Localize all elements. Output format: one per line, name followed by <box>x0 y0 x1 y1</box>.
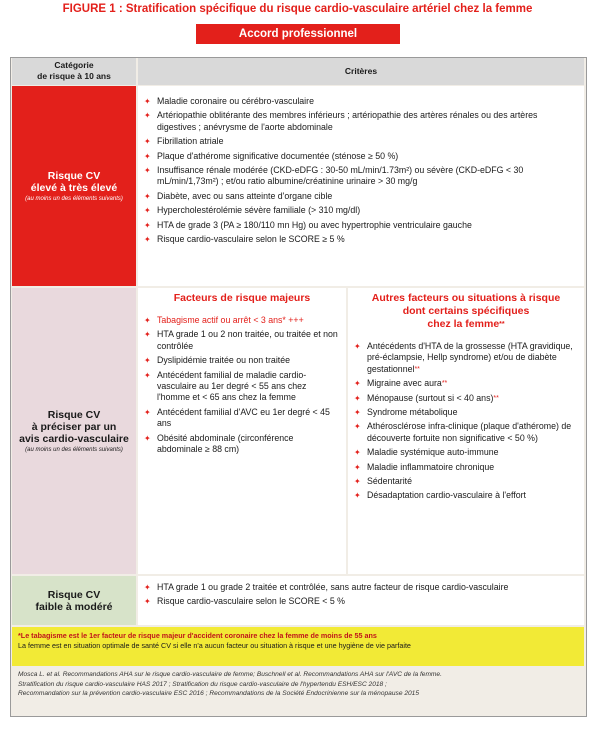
category-low-line1: Risque CV <box>47 588 101 601</box>
criteria-low-risk <box>138 576 584 625</box>
other-factors-title <box>354 292 578 331</box>
category-high-line2: élevé à très élevé <box>30 182 118 194</box>
item-text: Athérosclérose infra-clinique (plaque d'athérome) de découverte fortuite non significative < 50 %) <box>367 421 572 443</box>
list-item <box>354 476 578 487</box>
category-medium-line1: Risque CV <box>47 409 101 421</box>
list-item <box>354 407 578 418</box>
item-text: Syndrome métabolique <box>367 407 458 418</box>
footnote-optimal-health: La femme est en situation optimale de santé CV si elle n'a aucun facteur ou situation à risque et une hygiène de vie parfaite <box>18 641 411 650</box>
list-item: ✦ Antécédent familial d'AVC eu 1er degré < 45 ans <box>144 407 340 430</box>
footnote-box <box>12 627 584 666</box>
figure-title: FIGURE 1 : Stratification spécifique du risque cardio-vasculaire artériel chez la femme <box>62 3 533 15</box>
high-risk-list <box>144 96 578 245</box>
list-item: ✦ Plaque d'athérome significative documentée (sténose ≥ 50 %) <box>144 151 578 162</box>
list-item <box>354 490 578 501</box>
list-item-tabac: ✦ Tabagisme actif ou arrêt < 3 ans* +++ <box>144 315 340 326</box>
list-item: ✦ Risque cardio-vasculaire selon le SCORE ≥ 5 % <box>144 234 578 245</box>
reference-line: Mosca L. et al. Recommandations AHA sur le risque cardio-vasculaire de femme; Buschnell et al. Recommandations AHA sur l'AVC de la femme. <box>18 671 442 678</box>
category-high-note: (au moins un des éléments suivants) <box>25 196 123 202</box>
major-factors-title: Facteurs de risque majeurs <box>173 292 311 304</box>
category-medium-risk <box>12 288 136 574</box>
list-item: ✦ Diabète, avec ou sans atteinte d'organe cible <box>144 191 578 202</box>
category-medium-line3: avis cardio-vasculaire <box>19 433 129 445</box>
double-asterisk: ** <box>441 380 448 388</box>
double-asterisk: ** <box>493 394 499 402</box>
list-item: ✦ Dyslipidémie traitée ou non traitée <box>144 355 340 366</box>
category-low-risk <box>12 576 136 625</box>
list-item: ✦ HTA de grade 3 (PA ≥ 180/110 mn Hg) ou avec hypertrophie ventriculaire gauche <box>144 220 578 231</box>
list-item <box>354 421 578 444</box>
criteria-other-factors <box>348 288 584 574</box>
criteria-major-factors <box>138 288 346 574</box>
item-text: Antécédents d'HTA de la grossesse (HTA gravidique, pré-éclampsie, Hellp syndrome) et/ou de diabète gestationnel <box>367 341 573 374</box>
item-text: Ménopause (surtout si < 40 ans) <box>367 392 494 403</box>
list-item <box>354 378 578 389</box>
list-item: ✦ Artériopathie oblitérante des membres inférieurs ; artériopathie des artères rénales ou des artères digestives ; anévrysme de l'aorte abdominale <box>144 110 578 133</box>
header-category-line1: Catégorie <box>54 60 94 70</box>
other-title-line1: Autres facteurs ou situations à risque <box>371 292 561 304</box>
list-item: ✦ Insuffisance rénale modérée (CKD-eDFG : 30-50 mL/min/1.73m²) ou sévère (CKD-eDFG < 30 mL/min/1,73m²) ; et/ou ratio albumine/créatinine urinaire > 30 mg/g <box>144 165 578 188</box>
header-category-line2: de risque à 10 ans <box>37 71 111 81</box>
item-text: Désadaptation cardio-vasculaire à l'effort <box>367 490 526 501</box>
major-factors-list <box>144 315 340 455</box>
category-medium-line2: à préciser par un <box>31 421 117 433</box>
reference-line: Recommandation sur la prévention cardio-vasculaire ESC 2016 ; Recommandations de la Société Endocrinienne sur la ménopause 2015 <box>18 690 419 698</box>
reference-line: Stratification du risque cardio-vasculaire HAS 2017 ; Stratification du risque cardio-vasculaire de l'hypertendu ESH/ESC 2018 ; <box>18 680 387 688</box>
list-item <box>354 341 578 375</box>
item-text: Maladie inflammatoire chronique <box>367 461 495 472</box>
double-asterisk: ** <box>414 365 420 373</box>
list-item: ✦ Obésité abdominale (circonférence abdominale ≥ 88 cm) <box>144 433 340 456</box>
other-title-line2: dont certains spécifiques <box>402 305 530 317</box>
list-item: ✦ Hypercholestérolémie sévère familiale (> 310 mg/dl) <box>144 205 578 216</box>
list-item: ✦ Risque cardio-vasculaire selon le SCORE < 5 % <box>144 596 578 607</box>
list-item: ✦ Antécédent familial de maladie cardio-vasculaire au 1er degré < 55 ans chez l'homme et < 65 ans chez la femme <box>144 370 340 404</box>
other-title-line3 <box>354 318 578 331</box>
item-text: Migraine avec aura <box>367 378 442 389</box>
item-text: Sédentarité <box>367 476 412 487</box>
list-item: ✦ Maladie coronaire ou cérébro-vasculaire <box>144 96 578 107</box>
references <box>18 670 578 699</box>
list-item: ✦ Fibrillation atriale <box>144 136 578 147</box>
accord-banner: Accord professionnel <box>196 24 400 44</box>
category-high-line1: Risque CV <box>47 170 101 182</box>
header-criteria: Critères <box>138 58 584 85</box>
category-low-line2: faible à modéré <box>35 600 113 613</box>
criteria-high-risk <box>138 86 584 286</box>
other-title-text: chez la femme <box>427 318 500 330</box>
list-item <box>354 462 578 473</box>
list-item: ✦ HTA grade 1 ou 2 non traitée, ou traitée et non contrôlée <box>144 329 340 352</box>
header-category <box>12 58 136 85</box>
list-item: ✦ HTA grade 1 ou grade 2 traitée et contrôlée, sans autre facteur de risque cardio-vasculaire <box>144 582 578 593</box>
low-risk-list <box>144 582 578 608</box>
item-text: Maladie systémique auto-immune <box>367 447 499 458</box>
category-high-risk <box>12 86 136 286</box>
other-factors-list <box>354 341 578 502</box>
double-asterisk: ** <box>499 321 505 328</box>
list-item <box>354 393 578 404</box>
category-medium-note: (au moins un des éléments suivants) <box>25 447 123 453</box>
footnote-tabac: *Le tabagisme est le 1er facteur de risque majeur d'accident coronaire chez la femme de moins de 55 ans <box>18 631 377 640</box>
list-item <box>354 447 578 458</box>
